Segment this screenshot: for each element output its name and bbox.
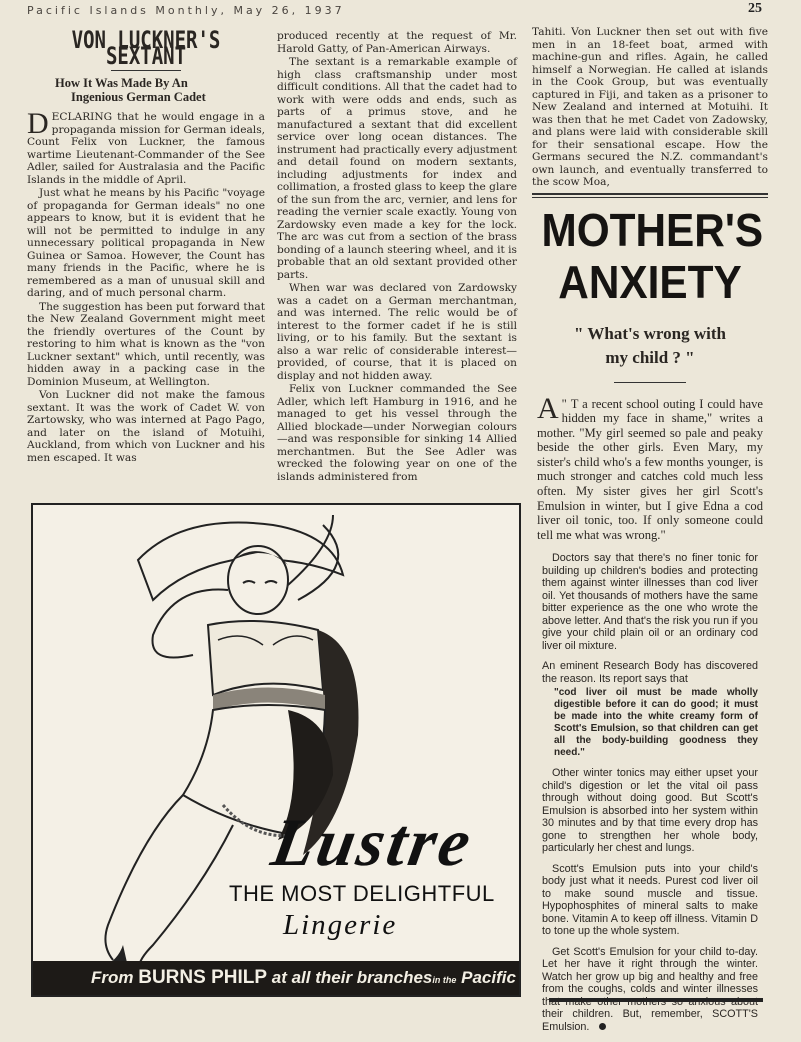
paragraph: Felix von Luckner commanded the See Adler, which left Hamburg in 1916, and he managed to get his vessel through the Allied blockade—under Norwegian colours—and was responsible for sinking 14 Allied merchantmen. But the See Adler was wrecked the folowing year on one of the islands administered from bbox=[277, 383, 517, 483]
footer-small: in the bbox=[432, 975, 457, 985]
paragraph: Just what he means by his Pacific "voyage of propaganda for German ideals" no one appears to know, but it is evident that he will not be permitted to indulge in any unnecessary political propaganda in New Guinea or Samoa. However, the Count has many friends in the Pacific, where he is remembered as a man of unusual skill and daring, and of much personal charm. bbox=[27, 187, 265, 299]
paragraph: Scott's Emulsion puts into your child's body just what it needs. Purest cod liver oil to make sound muscle and tissue. Hypophosphites of mineral salts to make bone. Vitamin A to keep off illness. Vitamin D to tone up the whole system. bbox=[542, 862, 758, 938]
ad-footer-banner bbox=[33, 961, 519, 995]
ad-subheadline bbox=[532, 322, 768, 370]
lingerie-illustration bbox=[33, 505, 521, 997]
drop-cap: A bbox=[537, 391, 559, 425]
research-quote: "cod liver oil must be made wholly digestible before it can do good; it must be made into the white creamy form of Scott's Emulsion, so that children can get all the body-building goodness they need." bbox=[554, 687, 758, 759]
footer-mid: at all their branches bbox=[271, 968, 433, 987]
footer-company: BURNS PHILP bbox=[138, 967, 268, 988]
paragraph: When war was declared von Zardowsky was a cadet on a German merchantman, and was interned. The relic would be of interest to the former cadet if he is still living, or to his family. But the sextant is also a war relic of considerable interest—provided, of course, that it is placed on display and not hidden away. bbox=[277, 282, 517, 382]
subtitle-line-2: Ingenious German Cadet bbox=[71, 90, 206, 104]
bullet-mark bbox=[599, 1023, 606, 1030]
lustre-lingerie-ad bbox=[31, 503, 521, 997]
paragraph: The sextant is a remarkable example of high class craftsmanship under most difficult conditions. All that the cadet had to work with were odds and ends, such as parts of a primus stove, and he manufactured a sextant that did excellent service over long ocean distances. The instrument had practically every adjustment and detail found on modern sextants, including adjustments for index and collimation, a frosted glass to keep the glare of the sun from the arc, vernier, and lens for reading the vernier scale exactly. Young von Zardowsky even made a key for the lock. The arc was cut from a section of the brass bonding of a launch steering wheel, and it is probable that an old sextant provided other parts. bbox=[277, 56, 517, 281]
ad-tagline: THE MOST DELIGHTFUL bbox=[229, 881, 495, 906]
ad-product: Lingerie bbox=[283, 909, 398, 941]
article-column-3 bbox=[532, 26, 768, 1041]
ad-headline bbox=[541, 203, 764, 308]
paragraph: The suggestion has been put forward that the New Zealand Government might meet the friendly overtures of the Count by restoring to him what is known as the "von Luckner sextant" which, until recently, was hidden away in a packing case in the Dominion Museum, at Wellington. bbox=[27, 300, 265, 388]
paragraph-text: Get Scott's Emulsion for your child to-day. Let her have it right through the winter. Watch her grow up big and healthy and free from the coughs, colds and winter illnesses that make other mothers so anxious about their children. But, remember, SCOTT'S Emulsion. bbox=[542, 945, 758, 1033]
subheadline-line-2: my child ? " bbox=[605, 347, 695, 367]
ad-top-rule bbox=[532, 193, 768, 195]
article-column-1 bbox=[27, 26, 265, 465]
paragraph: Von Luckner did not make the famous sextant. It was the work of Cadet W. von Zartowsky, who was interned at Pago Pago, and later on the island of Motuihi, Auckland, from which von Luckner and his men escaped. It was bbox=[27, 389, 265, 464]
paragraph: Tahiti. Von Luckner then set out with five men in an 18-feet boat, armed with machine-gun and rifles. Again, he called himself a Norwegian. He called at islands in the Cook Group, but was eventually captured in Fiji, and taken as a prisoner to New Zealand and interned at Motuihi. It was then that he met Cadet von Zadowsky, and plans were laid with considerable skill for their sensational escape. How the Germans secured the N.Z. commandant's own launch, and eventually transferred to the scow Moa, bbox=[532, 26, 768, 188]
paragraph: Other winter tonics may either upset your child's digestion or let the vital oil pass through without doing good. But Scott's Emulsion is absorbed into her system within 30 minutes and by that time every drop has gone to strengthen her whole body, particularly her chest and lungs. bbox=[542, 767, 758, 855]
lead-open-quote: " bbox=[561, 396, 571, 411]
headline-line-2: ANXIETY bbox=[558, 255, 742, 308]
ad-top-rule-thin bbox=[532, 197, 768, 198]
brand-logo: Lustre bbox=[266, 804, 480, 880]
paragraph bbox=[542, 946, 758, 1034]
masthead: Pacific Islands Monthly, May 26, 1937 bbox=[27, 4, 345, 17]
footer-end: Pacific bbox=[461, 968, 516, 987]
title-divider bbox=[111, 70, 181, 71]
paragraph-text: ECLARING that he would engage in a propaganda mission for German ideals, Count Felix von Luckner, the famous wartime Lieutenant-Commander of the See Adler, sailed for Australasia and the Pacific Islands in the middle of April. bbox=[27, 111, 265, 186]
article-column-2 bbox=[277, 30, 517, 484]
drop-cap: D bbox=[27, 107, 49, 140]
paragraph bbox=[27, 107, 265, 186]
article-title: VON LUCKNER'S SEXTANT bbox=[71, 26, 221, 70]
article-subtitle bbox=[27, 76, 265, 104]
subheadline-line-1: " What's wrong with bbox=[574, 323, 726, 343]
paragraph: Doctors say that there's no finer tonic for building up children's bodies and protecting them against winter illnesses than cod liver oil. Yet thousands of mothers have the same bitter experience as the one who wrote the above letter. And that's the risk you run if you give your child plain oil or an ordinary cod liver oil mixture. bbox=[542, 552, 758, 652]
ad-body bbox=[532, 552, 768, 1033]
ad-bottom-rule bbox=[549, 998, 763, 1002]
scotts-emulsion-ad bbox=[532, 204, 768, 1034]
lead-text: T a recent school outing I could have hidden my face in shame," writes a mother. "My girl seemed so pale and peaky beside the other girls. Even Mary, my sister's child who's a few months younger, is much stronger and catches cold much less often. My sister gives her girl Scott's Emulsion in winter, but I give Edna a cod liver oil tonic, too. If only someone could tell me what was wrong." bbox=[537, 396, 763, 542]
subheadline-divider bbox=[614, 382, 686, 383]
footer-from: From bbox=[91, 968, 134, 987]
headline-line-1: MOTHER'S bbox=[541, 203, 764, 256]
ad-lead-paragraph bbox=[532, 391, 768, 543]
paragraph: produced recently at the request of Mr. Harold Gatty, of Pan-American Airways. bbox=[277, 30, 517, 55]
paragraph: An eminent Research Body has discovered the reason. Its report says that bbox=[542, 660, 758, 685]
subtitle-line-1: How It Was Made By An bbox=[55, 76, 188, 90]
page-header bbox=[27, 1, 762, 22]
page-number: 25 bbox=[748, 1, 762, 16]
